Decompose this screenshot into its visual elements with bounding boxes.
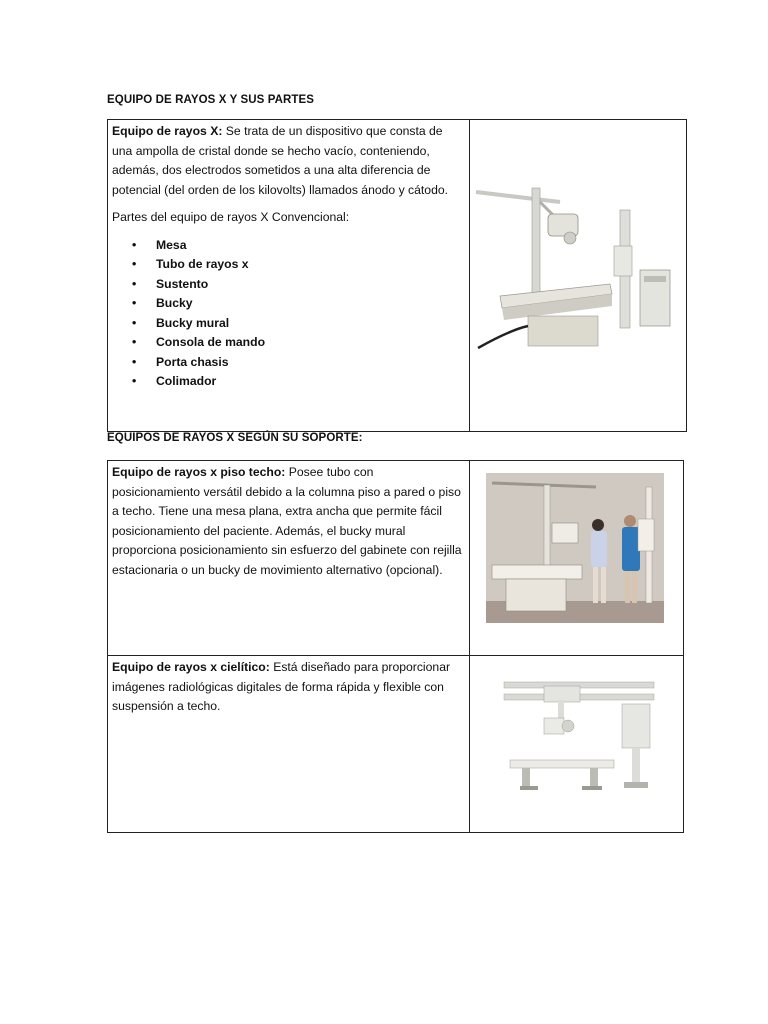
list-item: • Bucky mural	[156, 314, 464, 334]
ceiling-text-cell	[108, 656, 470, 833]
support-types-table	[107, 460, 684, 833]
ceiling-image-cell	[470, 656, 684, 833]
floor-ceiling-term: Equipo de rayos x piso techo:	[112, 465, 286, 479]
conventional-xray-equipment-image	[470, 120, 687, 431]
definition-text: Se trata de un dispositivo que consta de una ampolla de cristal donde se hecho vacío, conteniendo, además, dos electrodos sometidos a una alta diferencia de potencial (del orden de los kilovolts) llamados ánodo y cátodo.	[112, 124, 449, 197]
parts-heading: Partes del equipo de rayos X Convencional:	[112, 210, 350, 225]
floor-ceiling-image-cell	[470, 461, 684, 656]
list-item: • Colimador	[156, 372, 464, 392]
floor-ceiling-xray-room-image	[470, 461, 684, 655]
list-item: • Bucky	[156, 294, 464, 314]
definition-paragraph	[112, 122, 464, 200]
list-item: • Porta chasis	[156, 353, 464, 373]
page-title: EQUIPO DE RAYOS X Y SUS PARTES	[107, 94, 315, 106]
list-item: • Tubo de rayos x	[156, 255, 464, 275]
section-subtitle: EQUIPOS DE RAYOS X SEGÚN SU SOPORTE:	[107, 432, 363, 444]
parts-table	[107, 119, 687, 432]
floor-ceiling-text: Posee tubo con posicionamiento versátil debido a la columna piso a pared o piso a techo. Tiene una mesa plana, extra ancha que permite fácil posicionamiento del paciente. Además, el bucky mural proporciona posicionamiento sin esfuerzo del gabinete con rejilla estacionaria o un bucky de movimiento alternativo (opcional).	[112, 465, 462, 577]
definition-term: Equipo de rayos X:	[112, 124, 223, 138]
ceiling-suspended-xray-image	[470, 656, 684, 832]
floor-ceiling-text-cell	[108, 461, 470, 656]
ceiling-term: Equipo de rayos x cielítico:	[112, 660, 270, 674]
list-item: • Consola de mando	[156, 333, 464, 353]
list-item: • Sustento	[156, 275, 464, 295]
xray-equipment-image-cell	[470, 120, 687, 432]
ceiling-text: Está diseñado para proporcionar imágenes radiológicas digitales de forma rápida y flexible con suspensión a techo.	[112, 660, 451, 714]
list-item: • Mesa	[156, 236, 464, 256]
parts-text-cell	[108, 120, 470, 432]
parts-list	[112, 236, 464, 392]
